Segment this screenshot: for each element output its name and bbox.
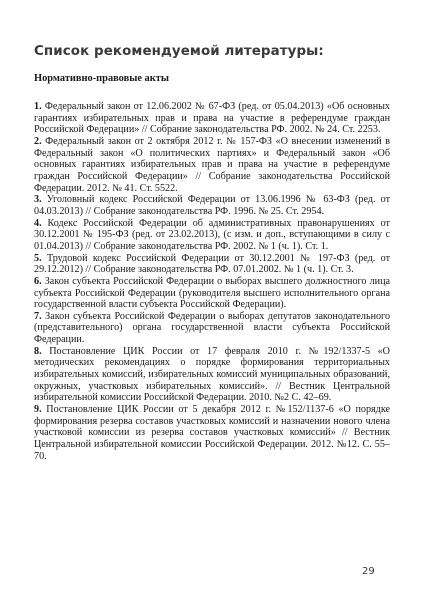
reference-list <box>34 101 390 462</box>
reference-item-6 <box>34 276 390 311</box>
reference-item-8 <box>34 346 390 404</box>
page-number: 29 <box>362 566 375 577</box>
reference-number: 9. <box>34 404 42 416</box>
reference-number: 7. <box>34 310 42 322</box>
reference-item-1 <box>34 101 390 136</box>
reference-item-4 <box>34 218 390 253</box>
reference-number: 1. <box>34 101 42 112</box>
reference-number: 2. <box>34 135 42 147</box>
reference-text: Федеральный закон от 2 октября 2012 г. № 157-ФЗ «О внесении изменений в Федеральный закон «О политических партиях» и Федеральный закон «Об основных гарантиях избирательных прав и права на участие в референдуме граждан Российской Федерации» // Собрание законодательства Российской Федерации. 2012. № 41. Ст. 5522. <box>34 135 390 194</box>
reference-text: Закон субъекта Российской Федерации о выборах высшего должностного лица субъекта Российской Федерации (руководителя высшего исполнительного органа государственной власти субъекта Российской Федерации). <box>34 275 390 311</box>
reference-text: Постановление ЦИК России от 17 февраля 2010 г. №192/1337-5 «О методических рекомендациях о порядке формирования территориальных избирательных комиссий, избирательных комиссий муниципальных образований, окружных, участковых избирательных комиссий». // Вестник Центральной избирательной комиссии Российской Федерации. 2010. №2 С. 42–69. <box>34 345 390 404</box>
reference-item-3 <box>34 194 390 217</box>
reference-text: Трудовой кодекс Российской Федерации от 30.12.2001 № 197-ФЗ (ред. от 29.12.2012) // Собрание законодательства РФ. 07.01.2002. № 1 (ч. 1). Ст. 3. <box>34 252 391 276</box>
reference-number: 3. <box>34 194 42 206</box>
section-heading: Нормативно-правовые акты <box>34 73 169 84</box>
reference-item-2 <box>34 136 390 194</box>
reference-number: 6. <box>34 275 42 287</box>
reference-text: Закон субъекта Российской Федерации о выборах депутатов законодательного (представительного) органа государственной власти субъекта Российской Федерации. <box>34 310 391 346</box>
page-title: Список рекомендуемой литературы: <box>34 44 324 59</box>
reference-text: Уголовный кодекс Российской Федерации от 13.06.1996 № 63-ФЗ (ред. от 04.03.2013) // Собрание законодательства РФ. 1996. № 25. Ст. 2954. <box>34 194 391 217</box>
reference-number: 4. <box>34 217 42 229</box>
reference-text: Кодекс Российской Федерации об административных правонарушениях от 30.12.2001 № 195-ФЗ (ред. от 23.02.2013), (с изм. и доп., вступающими в силу с 01.04.2013) // Собрание законодательства РФ. 2002. № 1 (ч. 1). Ст. 1. <box>34 217 390 252</box>
reference-text: Федеральный закон от 12.06.2002 № 67-ФЗ (ред. от 05.04.2013) «Об основных гарантиях избирательных прав и права на участие в референдуме граждан Российской Федерации» // Собрание законодательства РФ. 2002. № 24. Ст. 2253. <box>34 101 390 136</box>
reference-item-9 <box>34 404 390 462</box>
reference-item-7 <box>34 311 390 346</box>
reference-text: Постановление ЦИК России от 5 декабря 2012 г. №152/1137-6 «О порядке формирования резерва составов участковых комиссий и назначении нового члена участковой комиссии из резерва составов участковых комиссий» // Вестник Центральной избирательной комиссии Российской Федерации. 2012. №12. С. 55–70. <box>34 404 390 462</box>
reference-item-5 <box>34 253 390 276</box>
reference-number: 5. <box>34 252 42 264</box>
reference-number: 8. <box>34 345 42 357</box>
